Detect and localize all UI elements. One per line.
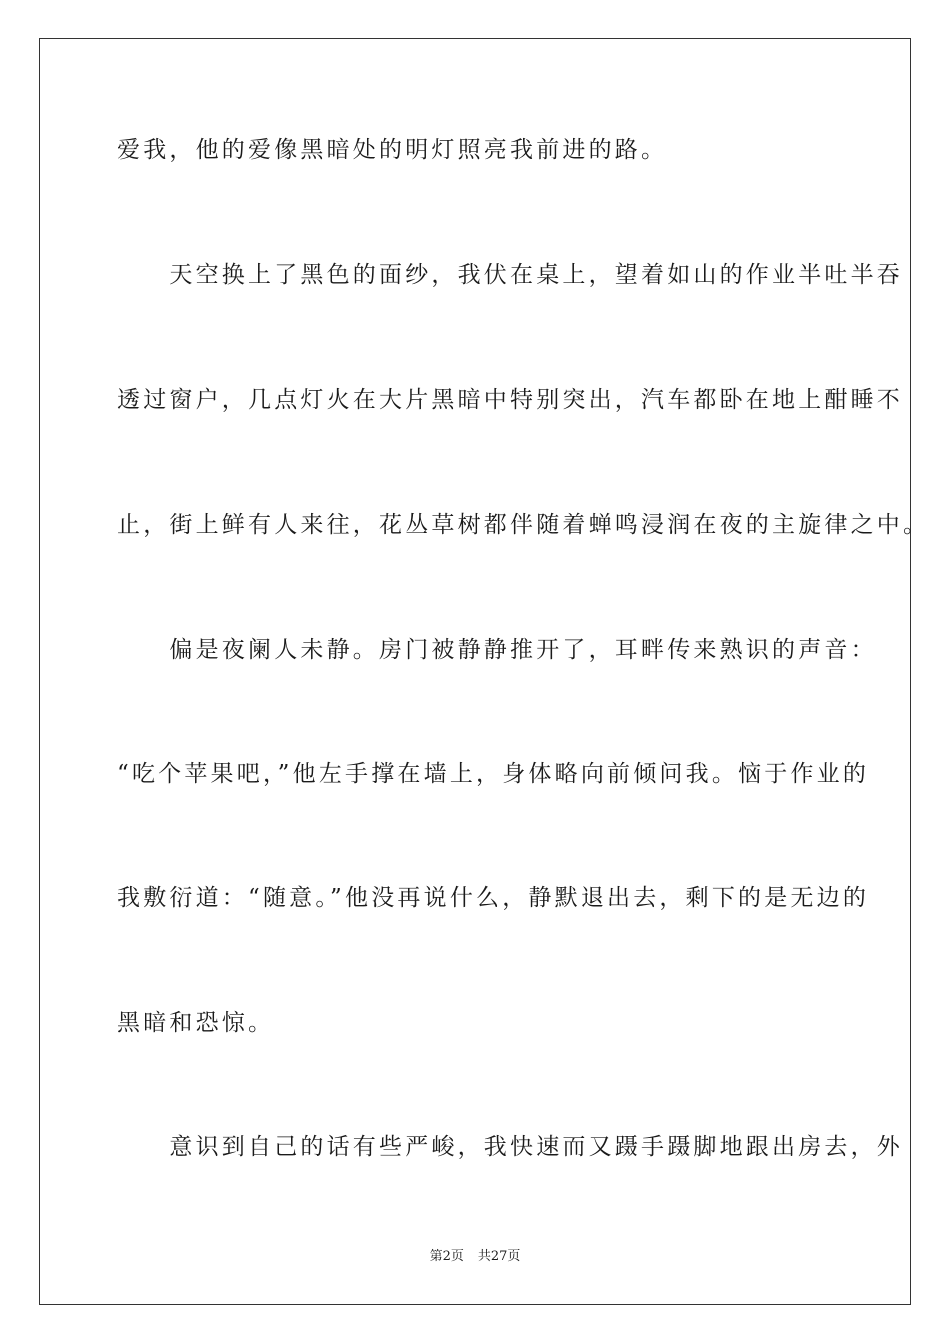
text-line: 止，街上鲜有人来往，花丛草树都伴随着蝉鸣浸润在夜的主旋律之中。 <box>117 512 930 538</box>
text-line: 透过窗户，几点灯火在大片黑暗中特别突出，汽车都卧在地上酣睡不 <box>117 387 903 413</box>
text-line: 天空换上了黑色的面纱，我伏在桌上，望着如山的作业半吐半吞 <box>117 262 903 288</box>
text-line: 黑暗和恐惊。 <box>117 1010 275 1036</box>
text-line: 偏是夜阑人未静。房门被静静推开了，耳畔传来熟识的声音： <box>117 637 877 663</box>
text-line: “吃个苹果吧，”他左手撑在墙上，身体略向前倾问我。恼于作业的 <box>117 761 870 787</box>
text-line: 我敷衍道：“随意。”他没再说什么，静默退出去，剩下的是无边的 <box>117 885 870 911</box>
page-footer <box>0 1248 950 1266</box>
total-pages: 共27页 <box>477 1249 521 1264</box>
text-line: 意识到自己的话有些严峻，我快速而又蹑手蹑脚地跟出房去，外 <box>117 1134 903 1160</box>
page-number: 第2页 <box>429 1249 464 1264</box>
text-line: 爱我，他的爱像黑暗处的明灯照亮我前进的路。 <box>117 137 668 163</box>
page-border <box>39 38 911 1305</box>
